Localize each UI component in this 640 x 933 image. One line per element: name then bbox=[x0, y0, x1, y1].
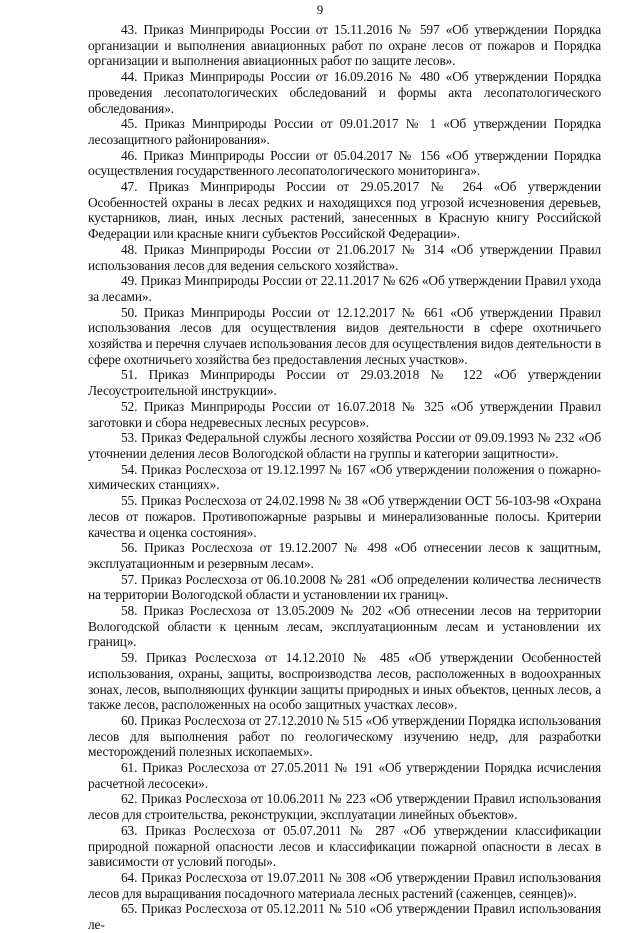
list-item: 55. Приказ Рослесхоза от 24.02.1998 № 38 «Об утверждении ОСТ 56-103-98 «Охрана лесов от пожаров. Противопожарные разрывы и минерализованные полосы. Критерии качества и оценка состояния». bbox=[88, 493, 601, 540]
list-item: 49. Приказ Минприроды России от 22.11.2017 № 626 «Об утверждении Правил ухода за лесами». bbox=[88, 273, 601, 304]
list-item: 48. Приказ Минприроды России от 21.06.2017 № 314 «Об утверждении Правил использования лесов для ведения сельского хозяйства». bbox=[88, 241, 601, 273]
list-item: 58. Приказ Рослесхоза от 13.05.2009 № 202 «Об отнесении лесов на территории Вологодской области к ценным лесам, эксплуатационным лесам и установлении их границ». bbox=[88, 603, 601, 650]
list-item: 61. Приказ Рослесхоза от 27.05.2011 № 191 «Об утверждении Порядка исчисления расчетной лесосеки». bbox=[88, 760, 601, 791]
list-item: 54. Приказ Рослесхоза от 19.12.1997 № 167 «Об утверждении положения о пожарно-химических станциях». bbox=[88, 461, 601, 493]
list-item: 64. Приказ Рослесхоза от 19.07.2011 № 308 «Об утверждении Правил использования лесов для выращивания посадочного материала лесных растений (саженцев, сеянцев)». bbox=[88, 869, 601, 901]
list-item: 46. Приказ Минприроды России от 05.04.2017 № 156 «Об утверждении Порядка осуществления государственного лесопатологического мониторинга». bbox=[88, 147, 601, 179]
list-item: 47. Приказ Минприроды России от 29.05.2017 № 264 «Об утверждении Особенностей охраны в лесах редких и находящихся под угрозой исчезновения деревьев, кустарников, лиан, иных лесных растений, занесенных в Красную книгу Российской Федерации или красные книги субъектов Российской Федерации». bbox=[88, 179, 601, 242]
list-item: 62. Приказ Рослесхоза от 10.06.2011 № 223 «Об утверждении Правил использования лесов для строительства, реконструкции, эксплуатации линейных объектов». bbox=[88, 791, 601, 823]
list-item: 53. Приказ Федеральной службы лесного хозяйства России от 09.09.1993 № 232 «Об уточнении деления лесов Вологодской области на группы и категории защитности». bbox=[88, 430, 601, 461]
list-item: 56. Приказ Рослесхоза от 19.12.2007 № 498 «Об отнесении лесов к защитным, эксплуатационным и резервным лесам». bbox=[88, 540, 601, 571]
regulation-list bbox=[88, 22, 601, 933]
list-item: 51. Приказ Минприроды России от 29.03.2018 № 122 «Об утверждении Лесоустроительной инструкции». bbox=[88, 367, 601, 399]
list-item: 63. Приказ Рослесхоза от 05.07.2011 № 287 «Об утверждении классификации природной пожарной опасности лесов и классификации пожарной опасности в лесах в зависимости от условий погоды». bbox=[88, 822, 601, 870]
page-number: 9 bbox=[316, 2, 324, 17]
list-item: 65. Приказ Рослесхоза от 05.12.2011 № 510 «Об утверждении Правил использования ле- bbox=[88, 901, 601, 933]
list-item: 60. Приказ Рослесхоза от 27.12.2010 № 515 «Об утверждении Порядка использования лесов для выполнения работ по геологическому изучению недр, для разработки месторождений полезных ископаемых». bbox=[88, 712, 601, 760]
list-item: 57. Приказ Рослесхоза от 06.10.2008 № 281 «Об определении количества лесничеств на территории Вологодской области и установлении их границ». bbox=[88, 571, 601, 603]
list-item: 52. Приказ Минприроды России от 16.07.2018 № 325 «Об утверждении Правил заготовки и сбора недревесных лесных ресурсов». bbox=[88, 398, 601, 430]
list-item: 45. Приказ Минприроды России от 09.01.2017 № 1 «Об утверждении Порядка лесозащитного районирования». bbox=[88, 116, 601, 147]
list-item: 59. Приказ Рослесхоза от 14.12.2010 № 485 «Об утверждении Особенностей использования, охраны, защиты, воспроизводства лесов, расположенных в водоохранных зонах, лесов, выполняющих функции защиты природных и иных объектов, ценных лесов, а также лесов, расположенных на особо защитных участках лесов». bbox=[88, 650, 601, 713]
list-item: 44. Приказ Минприроды России от 16.09.2016 № 480 «Об утверждении Порядка проведения лесопатологических обследований и формы акта лесопатологического обследования». bbox=[88, 69, 601, 116]
list-item: 43. Приказ Минприроды России от 15.11.2016 № 597 «Об утверждении Порядка организации и выполнения авиационных работ по охране лесов от пожаров и Порядка организации и выполнения авиационных работ по защите лесов». bbox=[88, 22, 601, 69]
list-item: 50. Приказ Минприроды России от 12.12.2017 № 661 «Об утверждении Правил использования лесов для осуществления видов деятельности в сфере охотничьего хозяйства и перечня случаев использования лесов для осуществления видов деятельности в сфере охотничьего хозяйства без предоставления лесных участков». bbox=[88, 304, 601, 367]
